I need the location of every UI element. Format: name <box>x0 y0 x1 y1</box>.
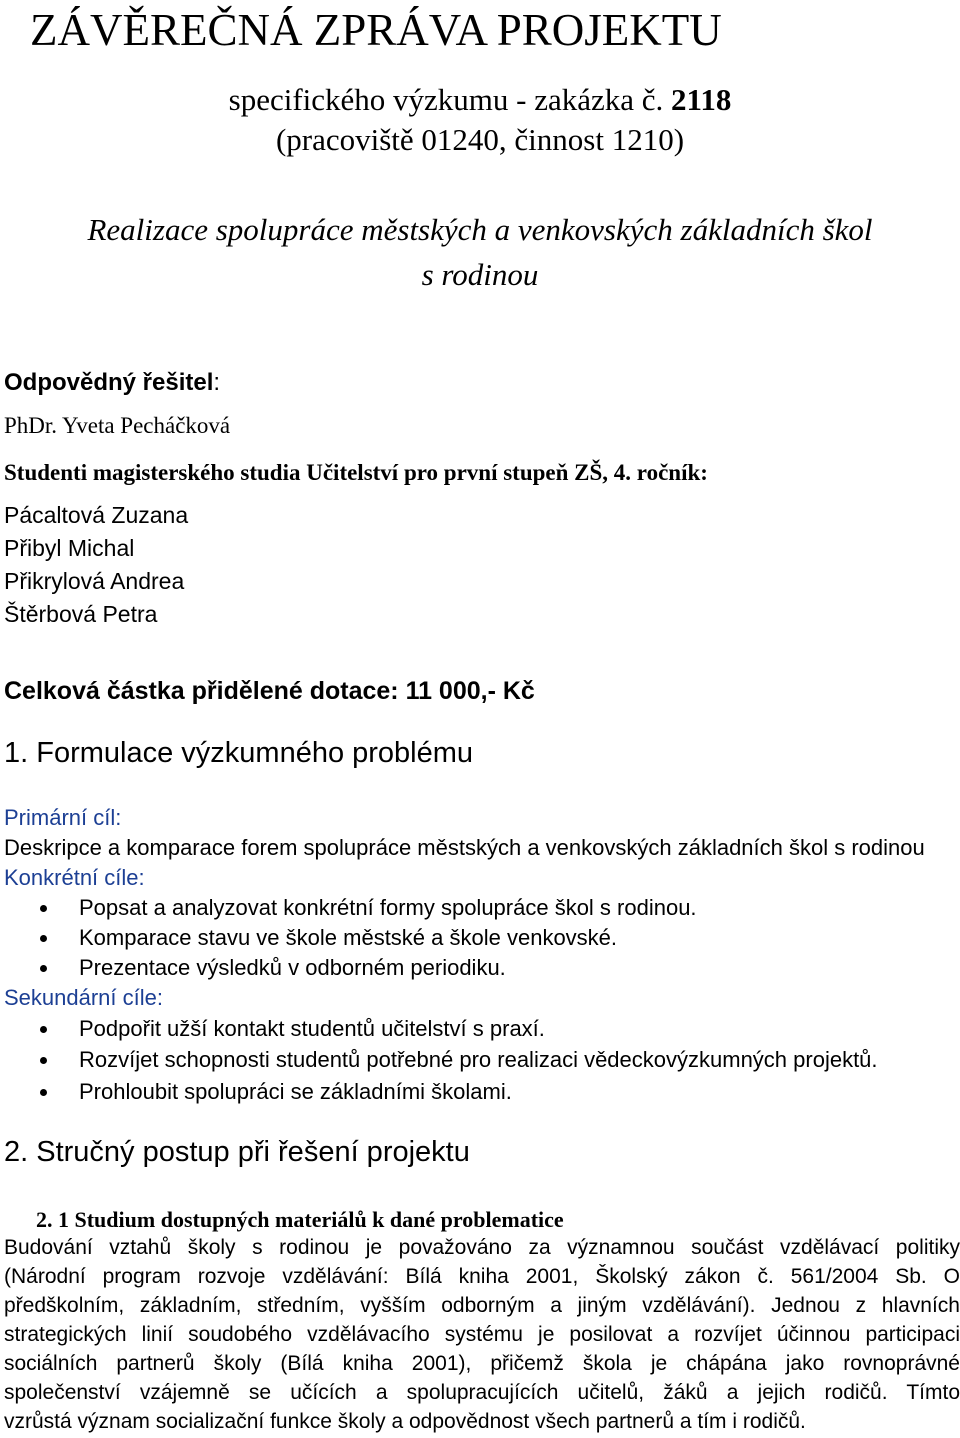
list-item <box>0 953 960 983</box>
contract-number: 2118 <box>671 82 732 117</box>
paragraph-line: předškolním, základním, středním, vyšším odborným a jiným vzdělávání). Jednou z hlavních <box>4 1294 960 1317</box>
list-item <box>0 1077 960 1107</box>
section-1-heading: 1. Formulace výzkumného problému <box>4 737 474 769</box>
bullet-icon <box>40 965 47 972</box>
primary-goal-text: Deskripce a komparace forem spolupráce městských a venkovských základních škol s rodinou <box>4 835 925 860</box>
subtitle-contract <box>0 80 960 120</box>
list-item-text: Prohloubit spolupráci se základními školami. <box>79 1079 512 1104</box>
subtitle-workplace: (pracoviště 01240, činnost 1210) <box>275 122 685 157</box>
primary-goal-label: Primární cíl: <box>4 805 122 830</box>
list-item-text: Komparace stavu ve škole městské a škole venkovské. <box>79 925 618 950</box>
paragraph-line: vzrůstá význam socializační funkce školy a odpovědnost všech partnerů a tím i rodičů. <box>4 1410 806 1433</box>
student-name: Štěrbová Petra <box>4 601 158 627</box>
bullet-icon <box>40 1089 47 1096</box>
paragraph-line: Budování vztahů školy s rodinou je považováno za významnou součást vzdělávací politiky <box>4 1236 960 1259</box>
paragraph-line: sociálních partnerů školy (Bílá kniha 2001), přičemž škola je chápána jako rovnoprávné <box>4 1352 960 1375</box>
bullet-icon <box>40 1026 47 1033</box>
subtitle-prefix: specifického výzkumu - zakázka č. <box>228 82 664 117</box>
responsible-label-colon: : <box>213 369 221 396</box>
student-name: Přibyl Michal <box>4 535 135 561</box>
specific-goals-label: Konkrétní cíle: <box>4 865 145 890</box>
list-item <box>0 1014 960 1044</box>
paragraph-line: společenství vzájemně se učících a spolupracujících učitelů, žáků a jejich rodičů. Tímto <box>4 1381 960 1404</box>
list-item-text: Prezentace výsledků v odborném periodiku. <box>79 955 506 980</box>
student-name: Přikrylová Andrea <box>4 568 185 594</box>
responsible-label-text: Odpovědný řešitel <box>4 369 214 396</box>
list-item-text: Popsat a analyzovat konkrétní formy spolupráce škol s rodinou. <box>79 895 697 920</box>
subsection-2-1-heading: 2. 1 Studium dostupných materiálů k dané problematice <box>36 1207 564 1232</box>
list-item <box>0 1045 960 1075</box>
total-grant: Celková částka přidělené dotace: 11 000,- Kč <box>4 677 535 705</box>
bullet-icon <box>40 905 47 912</box>
students-label: Studenti magisterského studia Učitelství pro první stupeň ZŠ, 4. ročník: <box>4 460 708 485</box>
document-title: ZÁVĚREČNÁ ZPRÁVA PROJEKTU <box>30 5 722 55</box>
paragraph-line: strategických linií soudobého vzdělávacího systému je posilovat a rozvíjet účinnou participaci <box>4 1323 960 1346</box>
bullet-icon <box>40 935 47 942</box>
list-item-text: Rozvíjet schopnosti studentů potřebné pro realizaci vědeckovýzkumných projektů. <box>79 1047 878 1072</box>
section-2-heading: 2. Stručný postup při řešení projektu <box>4 1136 470 1168</box>
list-item-text: Podpořit užší kontakt studentů učitelství s praxí. <box>79 1016 545 1041</box>
bullet-icon <box>40 1057 47 1064</box>
secondary-goals-label: Sekundární cíle: <box>4 985 163 1010</box>
responsible-name: PhDr. Yveta Pecháčková <box>4 413 231 438</box>
student-name: Pácaltová Zuzana <box>4 502 189 528</box>
project-title-line-2: s rodinou <box>421 257 539 292</box>
list-item <box>0 923 960 953</box>
project-title-line-1: Realizace spolupráce městských a venkovských základních škol <box>87 212 873 247</box>
list-item <box>0 893 960 923</box>
paragraph-line: (Národní program rozvoje vzdělávání: Bílá kniha 2001, Školský zákon č. 561/2004 Sb. O <box>4 1265 960 1288</box>
responsible-label <box>4 367 220 399</box>
